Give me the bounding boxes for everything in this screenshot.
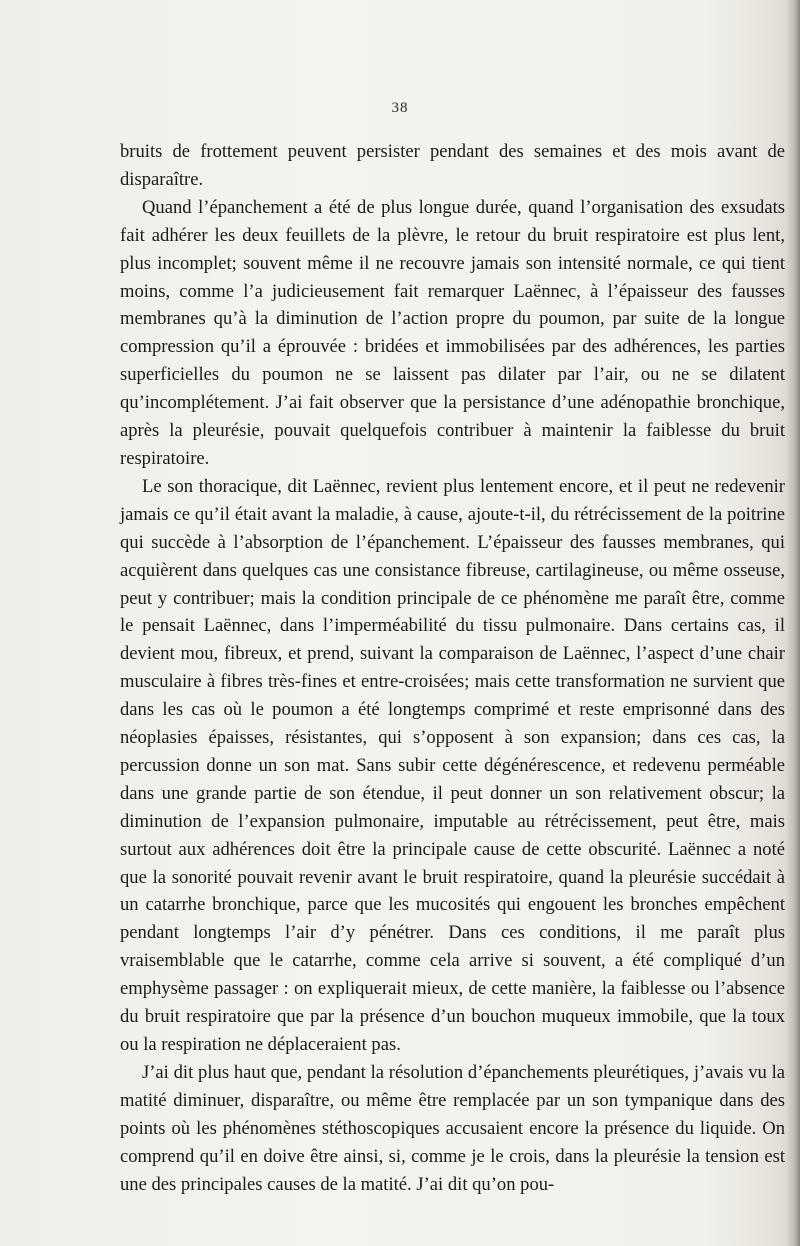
page-edge-shadow (786, 0, 800, 1246)
body-text (120, 138, 785, 1198)
paragraph-3: Le son thoracique, dit Laënnec, revient plus lentement encore, et il peut ne redevenir jamais ce qu’il était avant la maladie, à cause, ajoute-t-il, du rétrécissement de la poitrine qui succède à l’absorption de l’épanchement. L’épaisseur des fausses membranes, qui acquièrent dans quelques cas une consistance fibreuse, cartilagineuse, ou même osseuse, peut y contribuer; mais la condition principale de ce phénomène me paraît être, comme le pensait Laënnec, dans l’imperméabilité du tissu pulmonaire. Dans certains cas, il devient mou, fibreux, et prend, suivant la comparaison de Laënnec, l’aspect d’une chair musculaire à fibres très-fines et entre-croisées; mais cette transformation ne survient que dans les cas où le poumon a été longtemps comprimé et reste emprisonné dans des néoplasies épaisses, résistantes, qui s’opposent à son expansion; dans ces cas, la percussion donne un son mat. Sans subir cette dégénérescence, et redevenu perméable dans une grande partie de son étendue, il peut donner un son relativement obscur; la diminution de l’expansion pulmonaire, imputable au rétrécissement, peut être, mais surtout aux adhérences doit être la principale cause de cette obscurité. Laënnec a noté que la sonorité pouvait revenir avant le bruit respiratoire, quand la pleurésie succédait à un catarrhe bronchique, parce que les mucosités qui engouent les bronches empêchent pendant longtemps l’air d’y pénétrer. Dans ces conditions, il me paraît plus vraisemblable que le catarrhe, comme cela arrive si souvent, a été compliqué d’un emphysème passager : on expliquerait mieux, de cette manière, la faiblesse ou l’absence du bruit respiratoire que par la présence d’un bouchon muqueux immobile, que la toux ou la respiration ne déplaceraient pas. (120, 475, 785, 1055)
paragraph-4: J’ai dit plus haut que, pendant la résolution d’épanchements pleurétiques, j’avais vu la matité diminuer, disparaître, ou même être remplacée par un son tympanique dans des points où les phénomènes stéthoscopiques accusaient encore la présence du liquide. On comprend qu’il en doive être ainsi, si, comme je le crois, dans la pleurésie la tension est une des principales causes de la matité. J’ai dit qu’on pou- (120, 1061, 785, 1195)
paragraph-1: bruits de frottement peuvent persister pendant des semaines et des mois avant de disparaître. (120, 141, 785, 190)
page-number: 38 (391, 100, 409, 116)
paragraph-2: Quand l’épanchement a été de plus longue durée, quand l’organisation des exsudats fait adhérer les deux feuillets de la plèvre, le retour du bruit respiratoire est plus lent, plus incomplet; souvent même il ne recouvre jamais son intensité normale, ce qui tient moins, comme l’a judicieusement fait remarquer Laënnec, à l’épaisseur des fausses membranes qu’à la diminution de l’action propre du poumon, par suite de la longue compression qu’il a éprouvée : bridées et immobilisées par des adhérences, les parties superficielles du poumon ne se laissent pas dilater par l’air, ou ne se dilatent qu’incomplétement. J’ai fait observer que la persistance d’une adénopathie bronchique, après la pleurésie, pouvait quelquefois contribuer à maintenir la faiblesse du bruit respiratoire. (120, 196, 785, 469)
